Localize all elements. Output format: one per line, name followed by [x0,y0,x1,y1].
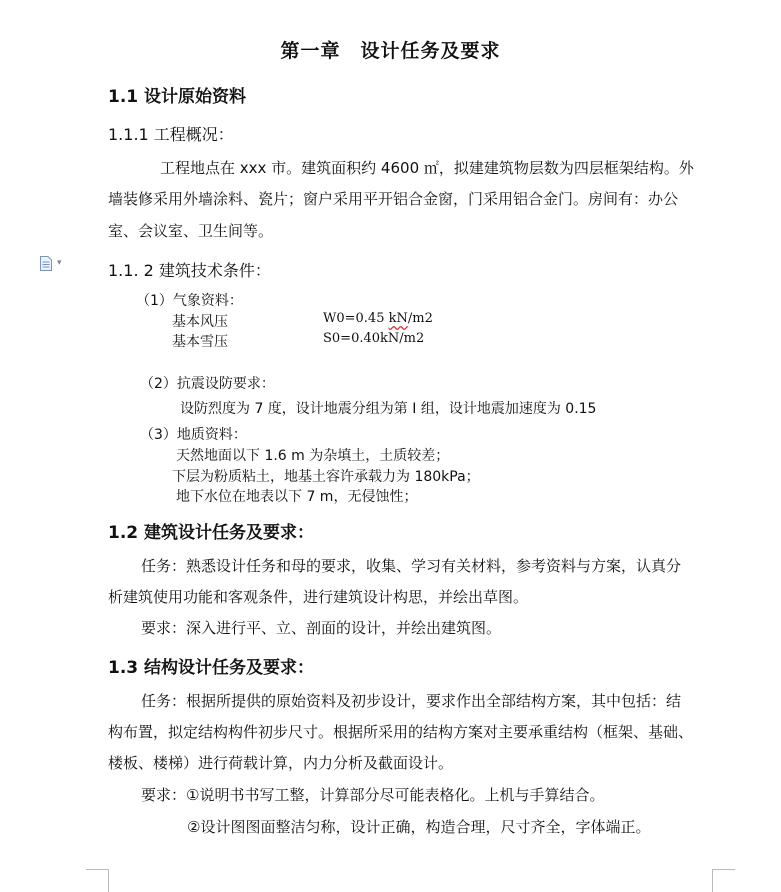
snow-pressure-label: 基本雪压 [172,334,228,350]
arch-requirement: 要求：深入进行平、立、剖面的设计，并绘出建筑图。 [141,619,502,637]
struct-task-line-3: 楼板、楼梯）进行荷载计算，内力分析及截面设计。 [108,754,454,772]
geology-line-1: 天然地面以下 1.6 m 为杂填土，土质较差； [176,448,450,464]
snow-pressure-value: S0=0.40kN/m2 [323,331,425,346]
margin-corner-left [86,869,109,892]
section-1-2-heading: 1.2 建筑设计任务及要求： [108,523,315,543]
document-icon[interactable] [40,256,52,271]
wind-pressure-value [323,311,433,326]
section-1-1-1-heading: 1.1.1 工程概况： [108,125,234,144]
wind-value-unit: kN [388,311,408,326]
struct-task-line-1: 任务：根据所提供的原始资料及初步设计，要求作出全部结构方案，其中包括：结 [141,692,682,710]
seismic-label: （2）抗震设防要求： [140,376,275,392]
geology-label: （3）地质资料： [140,427,247,443]
wind-value-suffix: /m2 [407,311,433,326]
struct-requirement-1: 要求：①说明书书写工整，计算部分尽可能表格化。上机与手算结合。 [141,786,605,804]
struct-requirement-2: ②设计图图面整洁匀称，设计正确，构造合理，尺寸齐全，字体端正。 [187,818,651,836]
overview-line-2: 墙装修采用外墙涂料、瓷片；窗户采用平开铝合金窗，门采用铝合金门。房间有：办公 [108,190,679,208]
section-1-1-heading: 1.1 设计原始资料 [108,87,247,107]
overview-line-3: 室、会议室、卫生间等。 [108,222,274,240]
overview-line-1: 工程地点在 xxx 市。建筑面积约 4600 ㎡，拟建建筑物层数为四层框架结构。外 [160,159,694,177]
geology-line-3: 地下水位在地表以下 7 m，无侵蚀性； [176,489,418,505]
arch-task-line-1: 任务：熟悉设计任务和母的要求，收集、学习有关材料，参考资料与方案，认真分 [141,557,682,575]
wind-value-prefix: W0=0.45 [323,311,389,326]
climate-label: （1）气象资料： [136,293,243,309]
margin-corner-right [712,869,735,892]
dropdown-caret-icon[interactable]: ▾ [57,258,62,268]
section-1-1-2-heading: 1.1. 2 建筑技术条件： [108,261,271,280]
arch-task-line-2: 析建筑使用功能和客观条件，进行建筑设计构思，并绘出草图。 [108,588,529,606]
struct-task-line-2: 构布置，拟定结构构件初步尺寸。根据所采用的结构方案对主要承重结构（框架、基础、 [108,723,694,741]
chapter-title: 第一章 设计任务及要求 [280,40,501,62]
wind-pressure-label: 基本风压 [172,314,228,330]
seismic-text: 设防烈度为 7 度，设计地震分组为第 I 组，设计地震加速度为 0.15 [180,401,597,417]
section-1-3-heading: 1.3 结构设计任务及要求： [108,658,315,678]
geology-line-2: 下层为粉质粘土，地基土容许承载力为 180kPa； [172,469,480,485]
